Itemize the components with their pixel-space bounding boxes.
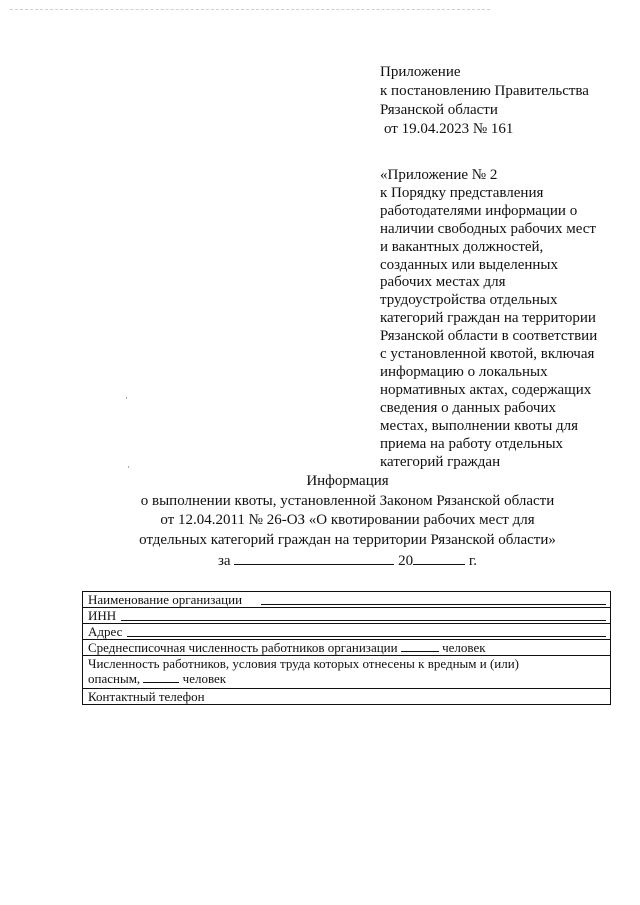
period-prefix: за	[217, 553, 231, 569]
annex-line: созданных или выделенных	[380, 256, 559, 273]
title-law-name: отдельных категорий граждан на территории Рязанской области»	[139, 531, 556, 548]
annex-line: работодателями информации о	[380, 202, 578, 219]
organization-info-table	[82, 591, 611, 705]
period-blank-field[interactable]	[234, 550, 394, 565]
average-headcount-label: Среднесписочная численность работников организации	[88, 640, 398, 655]
organization-name-label: Наименование организации	[88, 592, 243, 607]
annex-description	[380, 167, 630, 471]
annex-line: рабочих местах для	[380, 274, 506, 291]
inn-label: ИНН	[88, 608, 117, 623]
appendix-resolution: к постановлению Правительства	[380, 83, 589, 99]
annex-line: Рязанской области в соответствии	[380, 328, 598, 345]
annex-line: сведения о данных рабочих	[380, 399, 557, 416]
period-suffix: г.	[468, 553, 478, 569]
hazardous-workers-blank[interactable]	[143, 671, 179, 683]
appendix-title: Приложение	[380, 64, 461, 80]
annex-line: к Порядку представления	[380, 184, 544, 201]
address-blank	[127, 636, 606, 637]
row-hazardous-workers[interactable]	[83, 655, 610, 688]
annex-line: категорий граждан на территории	[380, 310, 596, 327]
hazardous-workers-unit: человек	[182, 671, 227, 686]
hazardous-workers-label-cont: опасным,	[88, 671, 141, 686]
inn-blank	[121, 620, 606, 621]
year-blank-field[interactable]	[413, 550, 465, 565]
scan-speck: ·	[127, 462, 130, 472]
row-inn[interactable]	[83, 607, 610, 623]
scan-artifact-line	[10, 9, 490, 10]
row-address[interactable]	[83, 623, 610, 639]
average-headcount-blank[interactable]	[401, 640, 439, 652]
title-subject: о выполнении квоты, установленной Законом Рязанской области	[140, 492, 555, 509]
hazardous-workers-label: Численность работников, условия труда которых отнесены к вредным и (или)	[88, 656, 519, 671]
annex-line: «Приложение № 2	[380, 167, 498, 183]
annex-line: местах, выполнении квоты для	[380, 417, 579, 434]
document-title	[60, 472, 635, 572]
row-average-headcount[interactable]	[83, 639, 610, 655]
period-year-prefix: 20	[398, 553, 414, 569]
annex-line: нормативных актах, содержащих	[380, 381, 592, 398]
annex-line: трудоустройства отдельных	[380, 292, 558, 309]
row-contact-phone[interactable]	[83, 688, 610, 704]
appendix-region: Рязанской области	[380, 102, 498, 118]
organization-name-blank	[261, 604, 606, 605]
annex-line: наличии свободных рабочих мест	[380, 220, 596, 237]
row-organization-name[interactable]	[83, 592, 610, 607]
annex-line: и вакантных должностей,	[380, 238, 544, 255]
appendix-date-number: от 19.04.2023 № 161	[384, 121, 514, 137]
annex-line: информацию о локальных	[380, 363, 548, 380]
appendix-header	[380, 63, 630, 139]
title-law-reference: от 12.04.2011 № 26-ОЗ «О квотировании рабочих мест для	[160, 512, 535, 528]
contact-phone-label: Контактный телефон	[88, 689, 205, 704]
reporting-period	[60, 550, 635, 572]
average-headcount-unit: человек	[442, 640, 486, 655]
annex-line: категорий граждан	[380, 453, 501, 470]
address-label: Адрес	[88, 624, 123, 639]
scan-speck: ·	[125, 393, 128, 403]
annex-line: с установленной квотой, включая	[380, 346, 595, 363]
title-heading: Информация	[306, 473, 389, 489]
annex-line: приема на работу отдельных	[380, 435, 564, 452]
